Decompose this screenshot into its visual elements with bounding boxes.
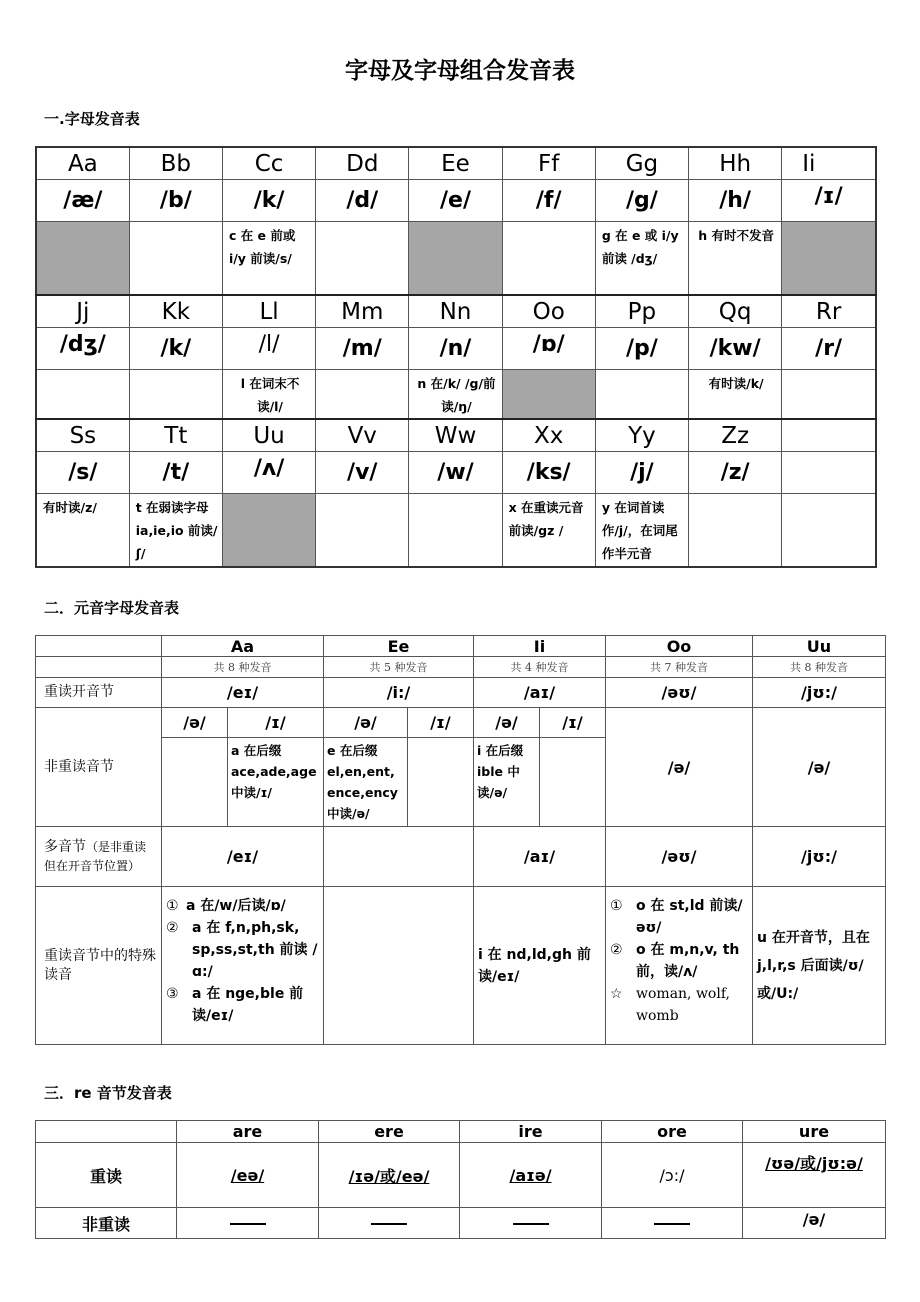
ipa-cell: /h/	[689, 180, 782, 222]
count-cell: 共 4 种发音	[474, 657, 606, 678]
ipa-row-2	[36, 328, 876, 370]
re-phoneme: /eə/	[177, 1143, 319, 1208]
letters-row-2	[36, 295, 876, 328]
section2-heading: 二．元音字母发音表	[44, 599, 180, 617]
special-item	[166, 895, 319, 917]
letter-cell: Bb	[129, 147, 222, 180]
item-marker: ②	[610, 942, 623, 958]
ipa-cell: /j/	[595, 452, 688, 494]
ipa-cell: /ɒ/	[502, 328, 595, 370]
note-cell: a 在后缀 ace,ade,age 中读/ɪ/	[228, 738, 324, 827]
ipa-cell: /l/	[222, 328, 315, 370]
phoneme-cell: /ɪ/	[540, 708, 606, 738]
note-cell-empty	[689, 494, 782, 568]
dash-mark	[230, 1223, 266, 1225]
letter-cell: Ll	[222, 295, 315, 328]
count-cell: 共 8 种发音	[753, 657, 886, 678]
phoneme-cell: /ə/	[162, 708, 228, 738]
dash-cell	[319, 1208, 460, 1239]
section3-heading: 三．re 音节发音表	[44, 1084, 172, 1102]
item-text: o 在 m,n,v, th 前，读/ʌ/	[636, 942, 740, 980]
vowel-header: Ii	[474, 636, 606, 657]
phoneme-cell: /jʊ:/	[753, 678, 886, 708]
corner-cell	[36, 1121, 177, 1143]
notes-row-2	[36, 370, 876, 420]
letter-cell: Zz	[689, 419, 782, 452]
corner-cell	[36, 657, 162, 678]
ipa-cell: /w/	[409, 452, 502, 494]
section1-heading: 一.字母发音表	[44, 110, 140, 128]
empty-cell	[540, 738, 606, 827]
letter-table	[35, 146, 877, 568]
unstressed-row	[36, 1208, 886, 1239]
item-marker: ①	[610, 898, 623, 914]
letter-cell: Cc	[222, 147, 315, 180]
special-o-cell	[606, 887, 753, 1045]
note-cell-empty	[782, 370, 876, 420]
re-header: ire	[460, 1121, 602, 1143]
phoneme-cell: /əʊ/	[606, 827, 753, 887]
special-item	[610, 895, 748, 939]
row-label: 非重读	[36, 1208, 177, 1239]
letter-cell: Ee	[409, 147, 502, 180]
count-cell: 共 5 种发音	[324, 657, 474, 678]
vowel-header-row	[36, 636, 886, 657]
special-a-cell	[162, 887, 324, 1045]
special-row	[36, 887, 886, 1045]
phoneme-cell: /ə/	[324, 708, 408, 738]
note-cell-empty	[409, 222, 502, 296]
corner-cell	[36, 636, 162, 657]
empty-cell	[408, 738, 474, 827]
note-cell-empty	[129, 222, 222, 296]
ipa-cell: /g/	[595, 180, 688, 222]
special-u-cell: u 在开音节，且在 j,l,r,s 后面读/ʊ/或/U:/	[753, 887, 886, 1045]
letter-cell: Vv	[316, 419, 409, 452]
re-header: ore	[602, 1121, 743, 1143]
letter-cell: Yy	[595, 419, 688, 452]
ipa-cell: /m/	[316, 328, 409, 370]
ipa-cell: /b/	[129, 180, 222, 222]
letter-cell: Hh	[689, 147, 782, 180]
phoneme-cell: /aɪ/	[474, 827, 606, 887]
re-header: ure	[743, 1121, 886, 1143]
letter-cell: Uu	[222, 419, 315, 452]
ipa-row-3	[36, 452, 876, 494]
note-cell-empty	[129, 370, 222, 420]
ipa-cell: /r/	[782, 328, 876, 370]
phoneme-cell: /eɪ/	[162, 678, 324, 708]
item-marker: ②	[166, 920, 179, 936]
phoneme-cell-empty	[324, 827, 474, 887]
re-phoneme: /ə/	[743, 1208, 886, 1239]
note-cell-empty	[409, 494, 502, 568]
special-item	[610, 983, 748, 1027]
note-cell: x 在重读元音前读/gz /	[502, 494, 595, 568]
letter-cell: Jj	[36, 295, 129, 328]
special-i-cell: i 在 nd,ld,gh 前读/eɪ/	[474, 887, 606, 1045]
ipa-cell: /d/	[316, 180, 409, 222]
note-cell-empty	[36, 370, 129, 420]
stressed-row	[36, 1143, 886, 1208]
ipa-cell: /k/	[222, 180, 315, 222]
item-marker: ③	[166, 986, 179, 1002]
letter-cell: Gg	[595, 147, 688, 180]
ipa-cell: /v/	[316, 452, 409, 494]
letter-cell: Xx	[502, 419, 595, 452]
ipa-cell: /s/	[36, 452, 129, 494]
letter-cell: Aa	[36, 147, 129, 180]
notes-row-3	[36, 494, 876, 568]
note-cell: 有时读/k/	[689, 370, 782, 420]
special-e-cell-empty	[324, 887, 474, 1045]
letter-cell: Ss	[36, 419, 129, 452]
letter-cell: Mm	[316, 295, 409, 328]
row-label: 重读开音节	[36, 678, 162, 708]
note-cell-empty	[36, 222, 129, 296]
phoneme-cell: /ə/	[753, 708, 886, 827]
note-cell: c 在 e 前或 i/y 前读/s/	[222, 222, 315, 296]
letter-cell: Nn	[409, 295, 502, 328]
phoneme-cell: /ɪ/	[408, 708, 474, 738]
count-cell: 共 7 种发音	[606, 657, 753, 678]
note-cell: 有时读/z/	[36, 494, 129, 568]
ipa-cell: /k/	[129, 328, 222, 370]
letters-row-3	[36, 419, 876, 452]
re-phoneme: /aɪə/	[460, 1143, 602, 1208]
re-phoneme: /ʊə/或/jʊ:ə/	[743, 1143, 886, 1208]
empty-cell	[162, 738, 228, 827]
page-title: 字母及字母组合发音表	[345, 58, 575, 84]
ipa-cell: /t/	[129, 452, 222, 494]
phoneme-cell: /əʊ/	[606, 678, 753, 708]
note-cell: y 在词首读作/j/，在词尾作半元音	[595, 494, 688, 568]
row-label-note: （是非重读但在开音节位置）	[44, 839, 147, 873]
dash-mark	[371, 1223, 407, 1225]
multi-syllable-row	[36, 827, 886, 887]
special-item	[166, 983, 319, 1027]
item-text: o 在 st,ld 前读/əʊ/	[636, 898, 743, 936]
letter-cell: Qq	[689, 295, 782, 328]
note-cell: i 在后缀 ible 中读/ə/	[474, 738, 540, 827]
note-cell-empty	[595, 370, 688, 420]
item-text: a 在/w/后读/ɒ/	[186, 898, 286, 914]
ipa-cell: /z/	[689, 452, 782, 494]
note-cell-empty	[782, 222, 876, 296]
dash-mark	[513, 1223, 549, 1225]
letters-row-1	[36, 147, 876, 180]
re-header: ere	[319, 1121, 460, 1143]
note-cell: l 在词末不读/l/	[222, 370, 315, 420]
phoneme-cell: /ɪ/	[228, 708, 324, 738]
ipa-cell: /f/	[502, 180, 595, 222]
item-marker: ①	[166, 898, 179, 914]
dash-cell	[460, 1208, 602, 1239]
ipa-cell: /p/	[595, 328, 688, 370]
letter-cell-empty	[782, 419, 876, 452]
note-cell: t 在弱读字母 ia,ie,io 前读/ʃ/	[129, 494, 222, 568]
vowel-table	[35, 635, 886, 1045]
phoneme-cell: /jʊ:/	[753, 827, 886, 887]
ipa-cell: /e/	[409, 180, 502, 222]
note-cell-empty	[782, 494, 876, 568]
letter-cell: Tt	[129, 419, 222, 452]
item-text: woman, wolf, womb	[636, 986, 730, 1024]
note-cell: n 在/k/ /g/前读/ŋ/	[409, 370, 502, 420]
item-text: a 在 nge,ble 前读/eɪ/	[192, 986, 304, 1024]
note-cell-empty	[502, 370, 595, 420]
phoneme-cell: /ə/	[606, 708, 753, 827]
letter-cell: Ff	[502, 147, 595, 180]
ipa-cell: /ks/	[502, 452, 595, 494]
re-header-row	[36, 1121, 886, 1143]
count-row	[36, 657, 886, 678]
ipa-cell: /ʌ/	[222, 452, 315, 494]
vowel-header: Ee	[324, 636, 474, 657]
notes-row-1	[36, 222, 876, 296]
re-phoneme: /ɪə/或/eə/	[319, 1143, 460, 1208]
special-item	[166, 917, 319, 983]
row-label	[36, 827, 162, 887]
letter-cell: Ii	[782, 147, 876, 180]
note-cell-empty	[222, 494, 315, 568]
dash-cell	[177, 1208, 319, 1239]
phoneme-cell: /ə/	[474, 708, 540, 738]
note-cell: g 在 e 或 i/y 前读 /dʒ/	[595, 222, 688, 296]
item-text: a 在 f,n,ph,sk, sp,ss,st,th 前读 /ɑ:/	[192, 920, 318, 980]
re-phoneme: /ɔ:/	[602, 1143, 743, 1208]
re-syllable-table	[35, 1120, 886, 1239]
letter-cell: Oo	[502, 295, 595, 328]
row-label: 非重读音节	[36, 708, 162, 827]
note-cell: h 有时不发音	[689, 222, 782, 296]
special-item	[610, 939, 748, 983]
row-label: 重读	[36, 1143, 177, 1208]
ipa-cell-empty	[782, 452, 876, 494]
row-label: 重读音节中的特殊读音	[36, 887, 162, 1045]
note-cell-empty	[316, 370, 409, 420]
note-cell: e 在后缀 el,en,ent, ence,ency 中读/ə/	[324, 738, 408, 827]
dash-cell	[602, 1208, 743, 1239]
note-cell-empty	[502, 222, 595, 296]
vowel-header: Oo	[606, 636, 753, 657]
phoneme-cell: /eɪ/	[162, 827, 324, 887]
ipa-cell: /n/	[409, 328, 502, 370]
letter-cell: Dd	[316, 147, 409, 180]
ipa-cell: /kw/	[689, 328, 782, 370]
count-cell: 共 8 种发音	[162, 657, 324, 678]
letter-cell: Kk	[129, 295, 222, 328]
unstressed-row-top	[36, 708, 886, 738]
note-cell-empty	[316, 222, 409, 296]
open-syllable-row	[36, 678, 886, 708]
vowel-header: Uu	[753, 636, 886, 657]
note-cell-empty	[316, 494, 409, 568]
phoneme-cell: /aɪ/	[474, 678, 606, 708]
letter-cell: Rr	[782, 295, 876, 328]
dash-mark	[654, 1223, 690, 1225]
ipa-cell: /ɪ/	[782, 180, 876, 222]
ipa-cell: /dʒ/	[36, 328, 129, 370]
item-marker: ☆	[610, 986, 623, 1002]
vowel-header: Aa	[162, 636, 324, 657]
re-header: are	[177, 1121, 319, 1143]
ipa-cell: /æ/	[36, 180, 129, 222]
letter-cell: Ww	[409, 419, 502, 452]
row-label-main: 多音节	[44, 838, 86, 855]
letter-cell: Pp	[595, 295, 688, 328]
ipa-row-1	[36, 180, 876, 222]
phoneme-cell: /i:/	[324, 678, 474, 708]
